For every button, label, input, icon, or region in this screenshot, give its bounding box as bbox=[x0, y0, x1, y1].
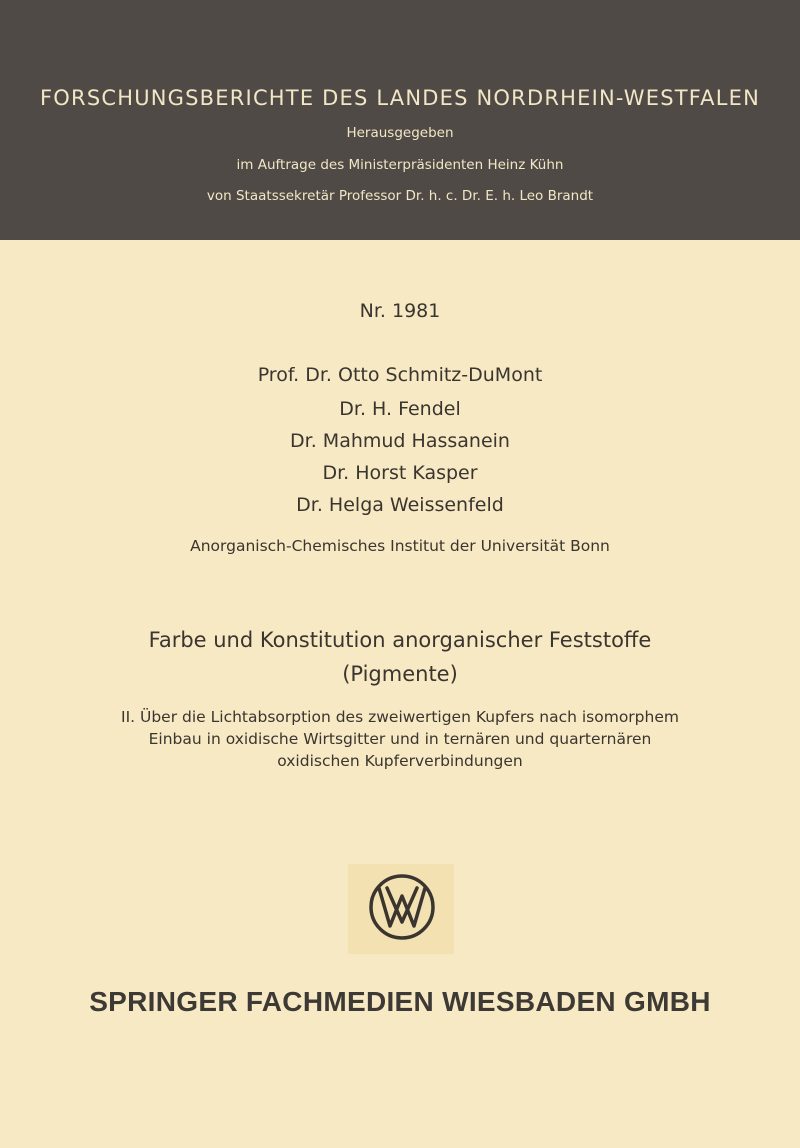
series-title: FORSCHUNGSBERICHTE DES LANDES NORDRHEIN-WESTFALEN bbox=[40, 86, 760, 110]
subtitle-line-2: Einbau in oxidische Wirtsgitter und in ternären und quarternären bbox=[148, 730, 652, 748]
author-3: Dr. Mahmud Hassanein bbox=[290, 430, 510, 452]
springer-vw-logo-icon bbox=[367, 872, 437, 942]
editor-line-2: im Auftrage des Ministerpräsidenten Heinz Kühn bbox=[236, 157, 564, 173]
subtitle-line-3: oxidischen Kupferverbindungen bbox=[277, 752, 523, 770]
logo-box bbox=[348, 864, 454, 954]
header-band bbox=[0, 0, 800, 240]
author-4: Dr. Horst Kasper bbox=[322, 462, 478, 484]
subtitle-line-1: II. Über die Lichtabsorption des zweiwertigen Kupfers nach isomorphem bbox=[121, 708, 679, 726]
author-5: Dr. Helga Weissenfeld bbox=[296, 494, 504, 516]
author-2: Dr. H. Fendel bbox=[339, 398, 461, 420]
report-number: Nr. 1981 bbox=[359, 300, 441, 322]
institute: Anorganisch-Chemisches Institut der Universität Bonn bbox=[190, 537, 610, 555]
publisher: SPRINGER FACHMEDIEN WIESBADEN GMBH bbox=[89, 986, 711, 1017]
main-title: Farbe und Konstitution anorganischer Feststoffe bbox=[148, 628, 652, 652]
editor-line-1: Herausgegeben bbox=[346, 125, 454, 141]
main-title-line-2: (Pigmente) bbox=[342, 662, 458, 686]
editor-line-3: von Staatssekretär Professor Dr. h. c. Dr. E. h. Leo Brandt bbox=[206, 188, 594, 204]
author-1: Prof. Dr. Otto Schmitz-DuMont bbox=[257, 364, 543, 386]
